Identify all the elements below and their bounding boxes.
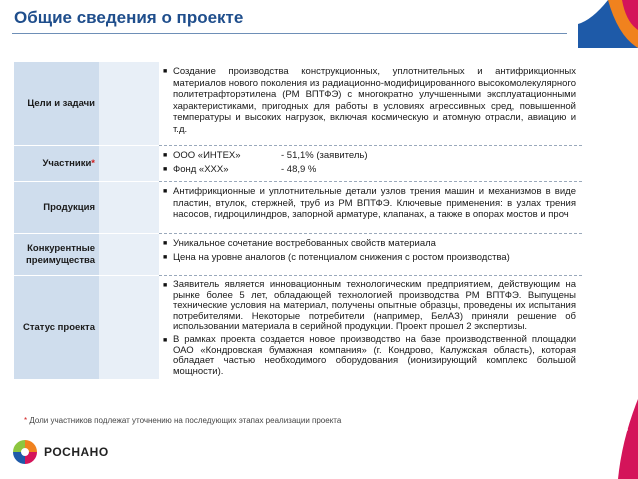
list-item: ■ Антифрикционные и уплотнительные детали узлов трения машин и механизмов в виде пластин, втулок, стержней, труб из РМ ВПТФЭ. Ключевые применения: в узлах трения насосов, гидроцилиндров, запорной арматуре, клапанах, а также в опорах мостов и проч: [163, 186, 576, 220]
list-item: ■ Уникальное сочетание востребованных свойств материала: [163, 238, 436, 249]
row-label-goals: Цели и задачи: [14, 62, 99, 146]
list-item: [163, 164, 576, 176]
bullet-icon: ■: [163, 282, 168, 289]
row-content-goals: [159, 62, 582, 146]
corner-decoration-icon: [578, 0, 638, 48]
bullet-icon: ■: [163, 165, 168, 173]
title-divider: [12, 33, 567, 34]
row-content-products: [159, 182, 582, 234]
footnote-text: Доли участников подлежат уточнению на последующих этапах реализации проекта: [29, 416, 342, 425]
row-content-status: [159, 276, 582, 380]
list-item: [163, 150, 576, 162]
bullet-icon: ■: [163, 152, 168, 159]
corner-bottom-decoration-icon: [618, 399, 638, 479]
list-item: ■ Заявитель является инновационным технологическим предприятием, действующим на рынке более 5 лет, обладающей технологией производства РМ ВПТФЭ. Выпущены технические условия на материал, получены опытные образцы, проведены их испытания потребителями. Некоторые потребители (например, БелАЗ) приняли решение об использовании материала в серийной продукции. Проект прошел 2 экспертизы.: [163, 279, 576, 333]
row-label-advantages: Конкурентные преимущества: [14, 234, 99, 276]
bullet-icon: ■: [163, 336, 168, 344]
bullet-icon: ■: [163, 68, 168, 75]
footnote-marker: *: [24, 416, 28, 425]
row-label-status: Статус проекта: [14, 276, 99, 380]
footnote-marker: *: [91, 157, 95, 169]
table-row-advantages: [14, 234, 582, 276]
row-content-participants: [159, 146, 582, 182]
page-title: Общие сведения о проекте: [14, 8, 244, 27]
participant-share: - 51,1% (заявитель): [281, 150, 368, 161]
company-logo: [12, 439, 109, 465]
row-label-participants: Участники *: [14, 146, 99, 182]
footnote: [24, 416, 341, 425]
row-label-products: Продукция: [14, 182, 99, 234]
list-item: ■ Цена на уровне аналогов (с потенциалом снижения с ростом производства): [163, 251, 510, 263]
list-item: ■ В рамках проекта создается новое производство на базе производственной площадки ОАО «Кондровская бумажная компания» (г. Кондрово, Калужская область), которая обладает частью необходимого оборудования (ионизирующий комплекс большой мощности).: [163, 333, 576, 377]
bullet-icon: ■: [163, 188, 168, 195]
page-number: 4: [621, 423, 628, 435]
bullet-icon: ■: [163, 240, 168, 247]
participant-share: - 48,9 %: [281, 163, 317, 175]
project-info-table: [14, 62, 582, 380]
table-row-participants: [14, 146, 582, 182]
logo-text: РОСНАНО: [44, 445, 109, 459]
bullet-icon: ■: [163, 253, 168, 261]
list-item: ■ Создание производства конструкционных, уплотнительных и антифрикционных материалов нового поколения из радиационно-модифицированного высокомолекулярного политетрафторэтилена (РМ ВПТФЭ) с многократно улучшенными эксплуатационными характеристиками, пригодных для работы в условиях агрессивных сред, повышенной температуры и высоких нагрузок, включая космическую и атомную отрасли, авиацию и т.д.: [163, 66, 576, 135]
row-content-advantages: [159, 234, 582, 276]
table-row-goals: [14, 62, 582, 146]
table-row-status: [14, 276, 582, 380]
participant-name: Фонд «ХХХ»: [173, 163, 229, 175]
rosnano-logo-icon: [12, 439, 38, 465]
table-row-products: [14, 182, 582, 234]
participant-name: ООО «ИНТЕХ»: [173, 150, 241, 161]
